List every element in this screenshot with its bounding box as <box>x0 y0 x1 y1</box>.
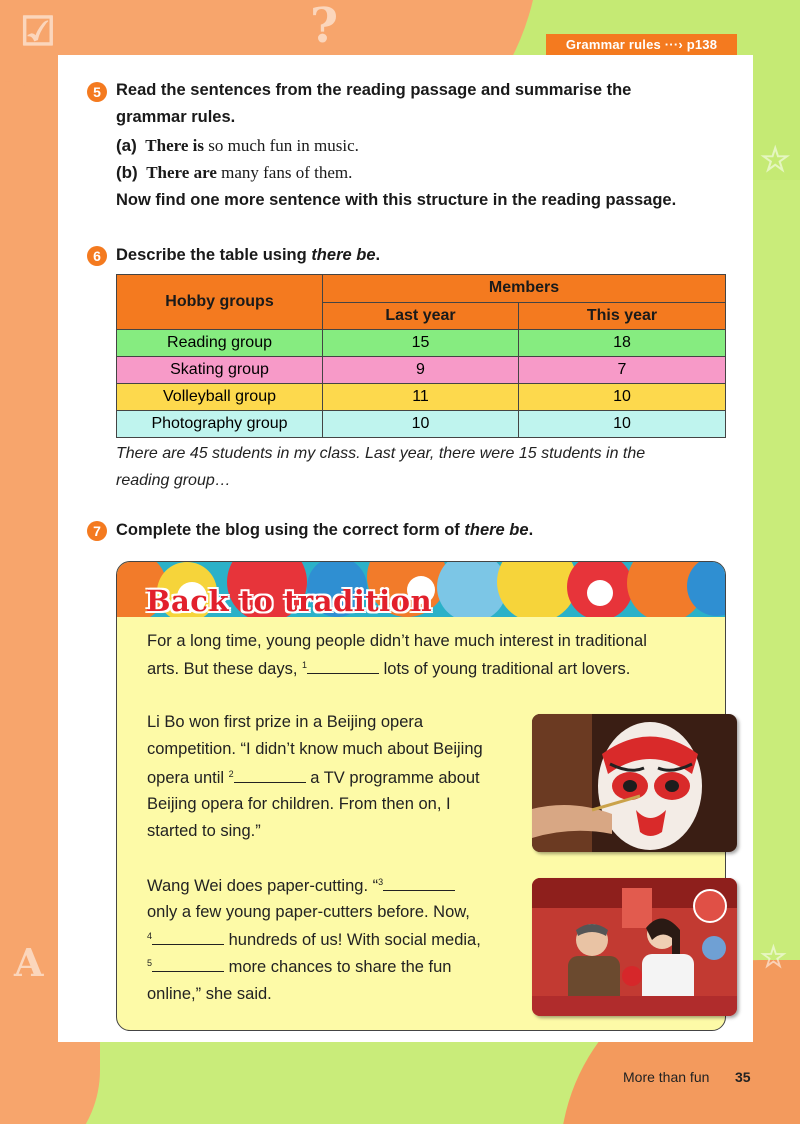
cell-group: Skating group <box>117 357 323 384</box>
q7-instruction-end: . <box>528 521 534 539</box>
blank-3[interactable] <box>383 876 455 891</box>
hobby-groups-table <box>116 274 726 438</box>
header-hobby-groups: Hobby groups <box>117 275 323 330</box>
cell-last: 11 <box>323 384 519 411</box>
q5-a-rest: so much fun in music. <box>208 136 359 155</box>
blog-p3-line1 <box>147 876 455 896</box>
doodle-star-icon: ☆ <box>760 140 791 180</box>
cell-last: 15 <box>323 330 519 357</box>
q5-instruction-line1: Read the sentences from the reading passage and summarise the <box>116 81 632 99</box>
question-number-6: 6 <box>87 246 107 266</box>
blog-p2-line3 <box>147 768 480 788</box>
blank-1[interactable] <box>307 659 379 674</box>
blog-p1-line2 <box>147 659 630 679</box>
blog-text: hundreds of us! With social media, <box>228 931 481 949</box>
q5-a-keyword: There is <box>145 136 204 155</box>
doodle-checklist-icon: ☑ <box>20 8 56 55</box>
q7-instruction-text: Complete the blog using the correct form of <box>116 521 460 539</box>
q5-b-keyword: There are <box>146 163 217 182</box>
blank-number-3: 3 <box>378 877 384 887</box>
table-row <box>117 330 726 357</box>
blog-text: opera until <box>147 769 225 787</box>
cell-group: Photography group <box>117 411 323 438</box>
q6-example-line2: reading group… <box>116 472 231 489</box>
doodle-star-icon-2: ☆ <box>760 940 787 975</box>
blog-text: lots of young traditional art lovers. <box>383 660 631 678</box>
header-last-year: Last year <box>323 302 519 330</box>
q7-instruction-italic: there be <box>464 521 529 539</box>
question-number-5: 5 <box>87 82 107 102</box>
blog-p2-line5: started to sing.” <box>147 822 261 840</box>
blank-number-1: 1 <box>302 660 308 670</box>
q6-example-line1: There are 45 students in my class. Last year, there were 15 students in the <box>116 445 646 462</box>
cell-last: 10 <box>323 411 519 438</box>
blog-p3-line4 <box>147 957 452 977</box>
cell-group: Reading group <box>117 330 323 357</box>
header-this-year: This year <box>519 302 726 330</box>
q5-example-a <box>116 136 359 156</box>
blog-text: Wang Wei does paper-cutting. “ <box>147 877 379 895</box>
page-number: 35 <box>735 1069 751 1085</box>
blog-text: a TV programme about <box>310 769 480 787</box>
blog-p3-line2: only a few young paper-cutters before. Now, <box>147 903 470 921</box>
q5-instruction-line2: grammar rules. <box>116 108 236 126</box>
footer-unit-title: More than fun <box>623 1069 710 1085</box>
q5-example-b <box>116 163 352 183</box>
q5-b-label: (b) <box>116 163 138 182</box>
table-row <box>117 357 726 384</box>
blog-text: more chances to share the fun <box>228 958 452 976</box>
cell-this: 7 <box>519 357 726 384</box>
cell-last: 9 <box>323 357 519 384</box>
cell-this: 10 <box>519 411 726 438</box>
blank-5[interactable] <box>152 957 224 972</box>
blog-p1-line1: For a long time, young people didn’t have much interest in traditional <box>147 632 647 650</box>
blog-p3-line5: online,” she said. <box>147 985 272 1003</box>
q6-instruction <box>116 246 380 265</box>
q6-instruction-text: Describe the table using <box>116 246 307 264</box>
doodle-letter-icon: A <box>14 940 44 985</box>
q5-b-rest: many fans of them. <box>221 163 353 182</box>
blog-text: arts. But these days, <box>147 660 298 678</box>
doodle-question-icon: ? <box>310 0 339 54</box>
header-members: Members <box>323 275 726 303</box>
blog-title: Back to tradition <box>146 584 433 617</box>
blank-number-4: 4 <box>147 931 153 941</box>
q5-followup: Now find one more sentence with this structure in the reading passage. <box>116 191 677 209</box>
blank-4[interactable] <box>152 930 224 945</box>
blank-number-2: 2 <box>228 769 234 779</box>
blog-banner <box>117 562 725 617</box>
grammar-rules-tab[interactable]: Grammar rules ···› p138 <box>546 34 737 55</box>
cell-group: Volleyball group <box>117 384 323 411</box>
q6-instruction-end: . <box>375 246 381 264</box>
q7-instruction <box>116 521 533 540</box>
cell-this: 10 <box>519 384 726 411</box>
table-row <box>117 384 726 411</box>
blank-2[interactable] <box>234 768 306 783</box>
cell-this: 18 <box>519 330 726 357</box>
q6-instruction-italic: there be <box>311 246 376 264</box>
paper-cutting-photo <box>532 878 737 1016</box>
opera-face-painting-photo <box>532 714 737 852</box>
table-row <box>117 411 726 438</box>
blog-p3-line3 <box>147 930 481 950</box>
q5-a-label: (a) <box>116 136 137 155</box>
blank-number-5: 5 <box>147 958 153 968</box>
question-number-7: 7 <box>87 521 107 541</box>
blog-p2-line2: competition. “I didn’t know much about Beijing <box>147 740 483 758</box>
blog-p2-line4: Beijing opera for children. From then on, I <box>147 795 451 813</box>
blog-p2-line1: Li Bo won first prize in a Beijing opera <box>147 713 424 731</box>
